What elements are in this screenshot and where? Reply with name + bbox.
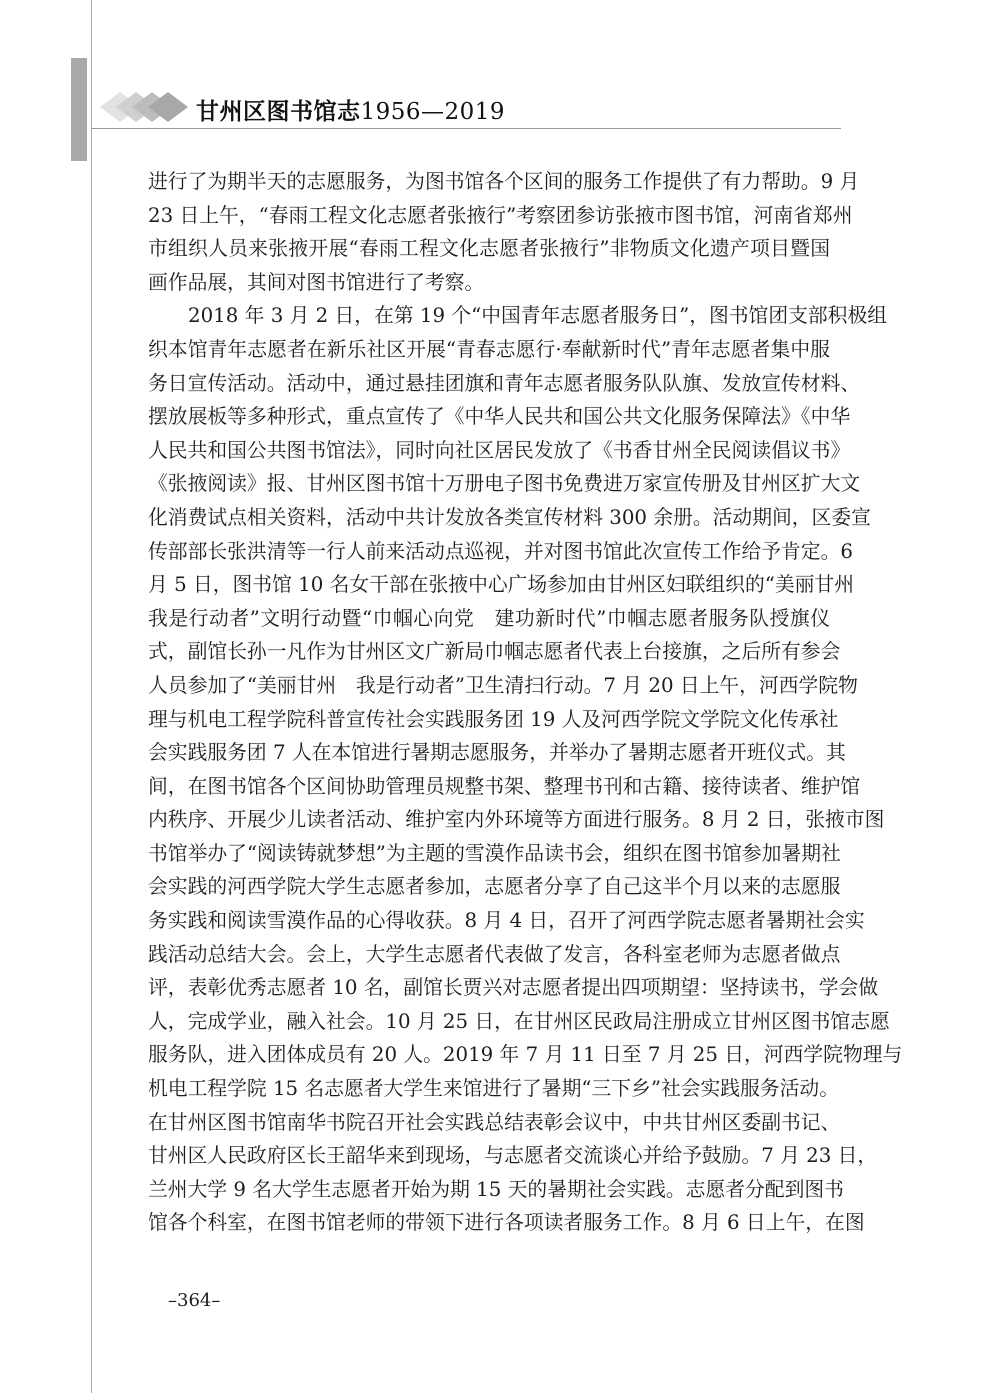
text-line: 月 5 日，图书馆 10 名女干部在张掖中心广场参加由甘州区妇联组织的“美丽甘州	[148, 573, 855, 597]
header-rule	[91, 128, 841, 129]
text-line: 理与机电工程学院科普宣传社会实践服务团 19 人及河西学院文学院文化传承社	[148, 707, 839, 731]
text-line: 内秩序、开展少儿读者活动、维护室内外环境等方面进行服务。8 月 2 日，张掖市图	[148, 808, 885, 832]
running-header	[196, 93, 505, 126]
text-line: 间，在图书馆各个区间协助管理员规整书架、整理书刊和古籍、接待读者、维护馆	[148, 774, 861, 798]
text-line: 化消费试点相关资料，活动中共计发放各类宣传材料 300 余册。活动期间，区委宣	[148, 505, 871, 529]
text-line: 甘州区人民政府区长王韶华来到现场，与志愿者交流谈心并给予鼓励。7 月 23 日，	[148, 1144, 878, 1168]
text-line: 传部部长张洪清等一行人前来活动点巡视，并对图书馆此次宣传工作给予肯定。6	[148, 539, 853, 563]
text-line: 织本馆青年志愿者在新乐社区开展“青春志愿行·奉献新时代”青年志愿者集中服	[148, 337, 830, 361]
text-line: 践活动总结大会。会上，大学生志愿者代表做了发言，各科室老师为志愿者做点	[148, 942, 841, 966]
margin-rule-vertical	[91, 0, 92, 1393]
text-line: 2018 年 3 月 2 日，在第 19 个“中国青年志愿者服务日”，图书馆团支部积极组	[188, 304, 888, 328]
text-line: 人，完成学业，融入社会。10 月 25 日，在甘州区民政局注册成立甘州区图书馆志愿	[148, 1009, 890, 1033]
text-line: 兰州大学 9 名大学生志愿者开始为期 15 天的暑期社会实践。志愿者分配到图书	[148, 1177, 844, 1201]
text-line: 机电工程学院 15 名志愿者大学生来馆进行了暑期“三下乡”社会实践服务活动。	[148, 1077, 839, 1101]
text-line: 人员参加了“美丽甘州 我是行动者”卫生清扫行动。7 月 20 日上午，河西学院物	[148, 673, 858, 697]
text-line: 式，副馆长孙一凡作为甘州区文广新局巾帼志愿者代表上台接旗，之后所有参会	[148, 640, 841, 664]
text-line: 市组织人员来张掖开展“春雨工程文化志愿者张掖行”非物质文化遗产项目暨国	[148, 237, 830, 261]
text-line: 评，表彰优秀志愿者 10 名，副馆长贾兴对志愿者提出四项期望：坚持读书，学会做	[148, 976, 879, 1000]
text-line: 23 日上午，“春雨工程文化志愿者张掖行”考察团参访张掖市图书馆，河南省郑州	[148, 203, 853, 227]
header-diamond-ornament-icon	[100, 90, 192, 124]
text-line: 馆各个科室，在图书馆老师的带领下进行各项读者服务工作。8 月 6 日上午，在图	[148, 1211, 865, 1235]
book-title: 甘州区图书馆志	[196, 98, 361, 125]
book-years: 1956—2019	[360, 99, 506, 125]
text-line: 务日宣传活动。活动中，通过悬挂团旗和青年志愿者服务队队旗、发放宣传材料、	[148, 371, 861, 395]
text-line: 务实践和阅读雪漠作品的心得收获。8 月 4 日，召开了河西学院志愿者暑期社会实	[148, 909, 865, 933]
text-line: 书馆举办了“阅读铸就梦想”为主题的雪漠作品读书会，组织在图书馆参加暑期社	[148, 841, 841, 865]
text-line: 人民共和国公共图书馆法》，同时向社区居民发放了《书香甘州全民阅读倡议书》	[148, 438, 851, 462]
page-number: –364–	[168, 1290, 221, 1311]
text-line: 《张掖阅读》报、甘州区图书馆十万册电子图书免费进万家宣传册及甘州区扩大文	[148, 472, 861, 496]
text-line: 画作品展，其间对图书馆进行了考察。	[148, 270, 485, 294]
text-line: 会实践服务团 7 人在本馆进行暑期志愿服务，并举办了暑期志愿者开班仪式。其	[148, 741, 846, 765]
text-line: 摆放展板等多种形式，重点宣传了《中华人民共和国公共文化服务保障法》《中华	[148, 405, 851, 429]
body-text	[148, 165, 903, 1240]
text-line: 在甘州区图书馆南华书院召开社会实践总结表彰会议中，中共甘州区委副书记、	[148, 1110, 841, 1134]
text-line: 会实践的河西学院大学生志愿者参加，志愿者分享了自己这半个月以来的志愿服	[148, 875, 841, 899]
text-line: 进行了为期半天的志愿服务，为图书馆各个区间的服务工作提供了有力帮助。9 月	[148, 170, 860, 193]
gutter-bar	[71, 58, 87, 161]
text-line: 服务队，进入团体成员有 20 人。2019 年 7 月 11 日至 7 月 25 日，河西学院物理与	[148, 1043, 903, 1067]
text-line: 我是行动者”文明行动暨“巾帼心向党 建功新时代”巾帼志愿者服务队授旗仪	[148, 606, 830, 630]
